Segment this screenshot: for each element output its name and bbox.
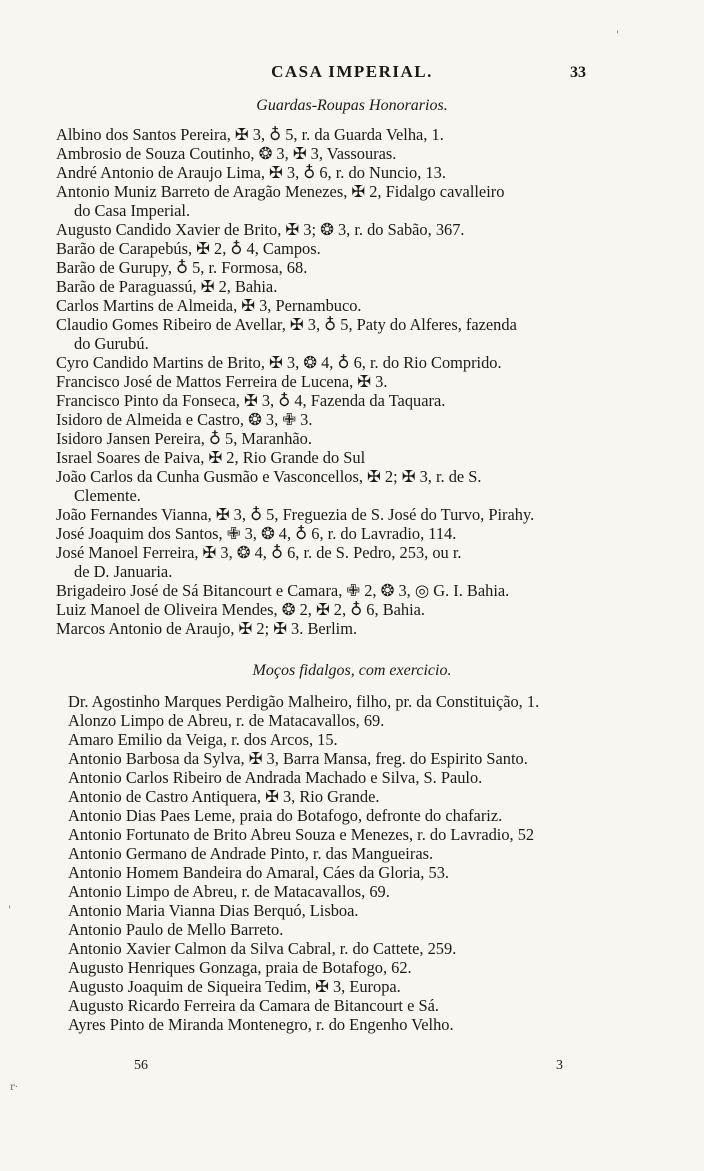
list-entry: Antonio Dias Paes Leme, praia do Botafogo, defronte do chafariz. <box>68 806 503 825</box>
list-entry: Antonio Limpo de Abreu, r. de Matacavallos, 69. <box>68 882 390 901</box>
list-entry: Alonzo Limpo de Abreu, r. de Matacavallos, 69. <box>68 711 385 730</box>
list-entry: Cyro Candido Martins de Brito, ✠ 3, ❂ 4, ♁ 6, r. do Rio Comprido. <box>56 353 502 372</box>
list-entry: Marcos Antonio de Araujo, ✠ 2; ✠ 3. Berlim. <box>56 619 358 638</box>
ink-speck: r· <box>10 1082 18 1093</box>
list-entry: Albino dos Santos Pereira, ✠ 3, ♁ 5, r. da Guarda Velha, 1. <box>56 125 444 144</box>
signature-mark-left: 56 <box>134 1058 148 1073</box>
list-entry: Antonio Fortunato de Brito Abreu Souza e Menezes, r. do Lavradio, 52 <box>68 825 535 844</box>
guardas-roupas-list <box>56 125 666 638</box>
list-entry: Dr. Agostinho Marques Perdigão Malheiro, filho, pr. da Constituição, 1. <box>68 692 540 711</box>
section-heading-mocos-fidalgos: Moços fidalgos, com exercicio. <box>252 662 452 679</box>
list-entry: Antonio de Castro Antiquera, ✠ 3, Rio Grande. <box>68 787 380 806</box>
list-entry: José Joaquim dos Santos, ✙ 3, ❂ 4, ♁ 6, r. do Lavradio, 114. <box>56 524 457 543</box>
mocos-fidalgos-list <box>68 692 672 1034</box>
list-entry-continuation: de D. Januaria. <box>74 562 173 581</box>
list-entry: Isidoro de Almeida e Castro, ❂ 3, ✙ 3. <box>56 410 313 429</box>
list-entry: Antonio Germano de Andrade Pinto, r. das Mangueiras. <box>68 844 434 863</box>
list-entry: Francisco Pinto da Fonseca, ✠ 3, ♁ 4, Fazenda da Taquara. <box>56 391 446 410</box>
list-entry: Antonio Carlos Ribeiro de Andrada Machado e Silva, S. Paulo. <box>68 768 483 787</box>
list-entry: Luiz Manoel de Oliveira Mendes, ❂ 2, ✠ 2, ♁ 6, Bahia. <box>56 600 426 619</box>
signature-mark-right: 3 <box>556 1058 563 1073</box>
list-entry: Antonio Muniz Barreto de Aragão Menezes, ✠ 2, Fidalgo cavalleiro <box>56 182 505 201</box>
section-heading-guardas-roupas: Guardas-Roupas Honorarios. <box>256 97 448 114</box>
list-entry: Augusto Ricardo Ferreira da Camara de Bitancourt e Sá. <box>68 996 439 1015</box>
list-entry-continuation: Clemente. <box>74 486 141 505</box>
list-entry: Augusto Candido Xavier de Brito, ✠ 3; ❂ 3, r. do Sabão, 367. <box>56 220 465 239</box>
page-number: 33 <box>570 64 586 81</box>
list-entry: Augusto Henriques Gonzaga, praia de Botafogo, 62. <box>68 958 412 977</box>
list-entry-continuation: do Gurubú. <box>74 334 149 353</box>
list-entry: Antonio Paulo de Mello Barreto. <box>68 920 284 939</box>
list-entry: Isidoro Jansen Pereira, ♁ 5, Maranhão. <box>56 429 312 448</box>
list-entry-continuation: do Casa Imperial. <box>74 201 191 220</box>
list-entry: Ambrosio de Souza Coutinho, ❂ 3, ✠ 3, Vassouras. <box>56 144 397 163</box>
list-entry: Barão de Gurupy, ♁ 5, r. Formosa, 68. <box>56 258 308 277</box>
list-entry: Barão de Paraguassú, ✠ 2, Bahia. <box>56 277 278 296</box>
list-entry: Antonio Maria Vianna Dias Berquó, Lisboa. <box>68 901 359 920</box>
list-entry: Amaro Emilio da Veiga, r. dos Arcos, 15. <box>68 730 338 749</box>
list-entry: Antonio Homem Bandeira do Amaral, Cáes da Gloria, 53. <box>68 863 449 882</box>
list-entry: Carlos Martins de Almeida, ✠ 3, Pernambuco. <box>56 296 362 315</box>
list-entry: André Antonio de Araujo Lima, ✠ 3, ♁ 6, r. do Nuncio, 13. <box>56 163 446 182</box>
list-entry: Antonio Barbosa da Sylva, ✠ 3, Barra Mansa, freg. do Espirito Santo. <box>68 749 528 768</box>
list-entry: Claudio Gomes Ribeiro de Avellar, ✠ 3, ♁ 5, Paty do Alferes, fazenda <box>56 315 517 334</box>
list-entry: Augusto Joaquim de Siqueira Tedim, ✠ 3, Europa. <box>68 977 401 996</box>
list-entry: Francisco José de Mattos Ferreira de Lucena, ✠ 3. <box>56 372 388 391</box>
list-entry: Brigadeiro José de Sá Bitancourt e Camara, ✙ 2, ❂ 3, ◎ G. I. Bahia. <box>56 581 510 600</box>
list-entry: José Manoel Ferreira, ✠ 3, ❂ 4, ♁ 6, r. de S. Pedro, 253, ou r. <box>56 543 462 562</box>
ink-speck: ' <box>616 30 619 41</box>
list-entry: João Carlos da Cunha Gusmão e Vasconcellos, ✠ 2; ✠ 3, r. de S. <box>56 467 482 486</box>
ink-speck: ' <box>8 905 11 916</box>
running-title: CASA IMPERIAL. <box>271 62 433 81</box>
list-entry: Israel Soares de Paiva, ✠ 2, Rio Grande do Sul <box>56 448 366 467</box>
list-entry: Barão de Carapebús, ✠ 2, ♁ 4, Campos. <box>56 239 321 258</box>
page-footer <box>0 1058 704 1082</box>
list-entry: João Fernandes Vianna, ✠ 3, ♁ 5, Freguezia de S. José do Turvo, Pirahy. <box>56 505 535 524</box>
list-entry: Antonio Xavier Calmon da Silva Cabral, r. do Cattete, 259. <box>68 939 457 958</box>
page-header <box>0 60 704 84</box>
list-entry: Ayres Pinto de Miranda Montenegro, r. do Engenho Velho. <box>68 1015 454 1034</box>
